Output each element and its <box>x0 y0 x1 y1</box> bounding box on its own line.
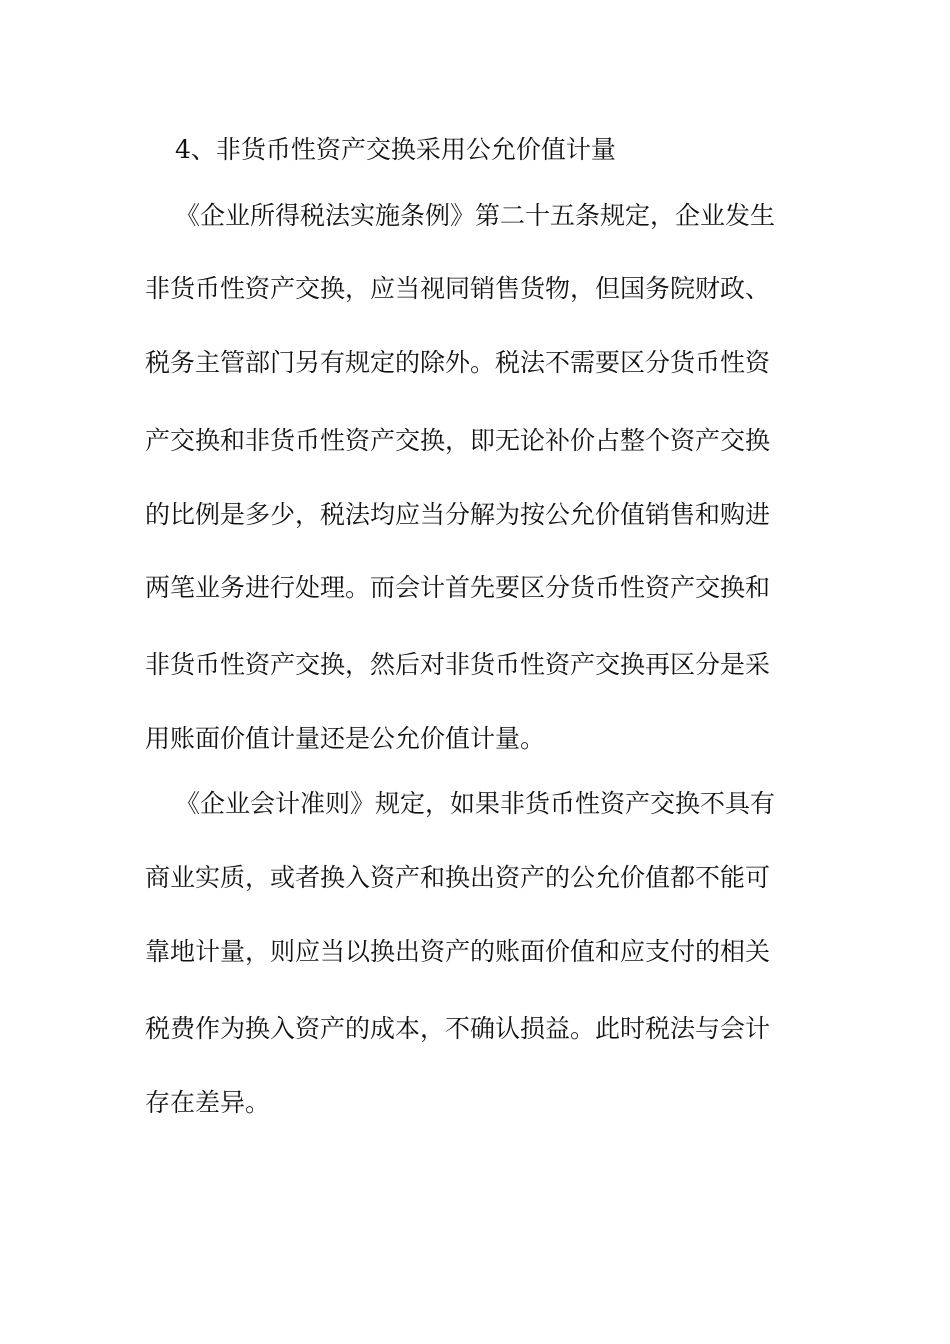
paragraph-line: 存在差异。 <box>145 1088 271 1117</box>
paragraph-line: 两笔业务进行处理。而会计首先要区分货币性资产交换和 <box>145 573 771 602</box>
paragraph-line: 《企业所得税法实施条例》第二十五条规定，企业发生 <box>175 201 776 230</box>
paragraph-line: 靠地计量，则应当以换出资产的账面价值和应支付的相关 <box>145 937 771 966</box>
paragraph-line: 用账面价值计量还是公允价值计量。 <box>145 724 546 753</box>
paragraph-line: 产交换和非货币性资产交换，即无论补价占整个资产交换 <box>145 426 771 455</box>
paragraph-line: 非货币性资产交换，应当视同销售货物，但国务院财政、 <box>145 274 771 303</box>
paragraph-line: 《企业会计准则》规定，如果非货币性资产交换不具有 <box>175 789 776 818</box>
paragraph-line: 的比例是多少，税法均应当分解为按公允价值销售和购进 <box>145 500 771 529</box>
paragraph-line: 税务主管部门另有规定的除外。税法不需要区分货币性资 <box>145 348 771 377</box>
paragraph-line: 商业实质，或者换入资产和换出资产的公允价值都不能可 <box>145 863 771 892</box>
paragraph-line: 非货币性资产交换，然后对非货币性资产交换再区分是采 <box>145 650 771 679</box>
section-heading: 4、非货币性资产交换采用公允价值计量 <box>175 135 616 164</box>
paragraph-line: 税费作为换入资产的成本，不确认损益。此时税法与会计 <box>145 1014 771 1043</box>
